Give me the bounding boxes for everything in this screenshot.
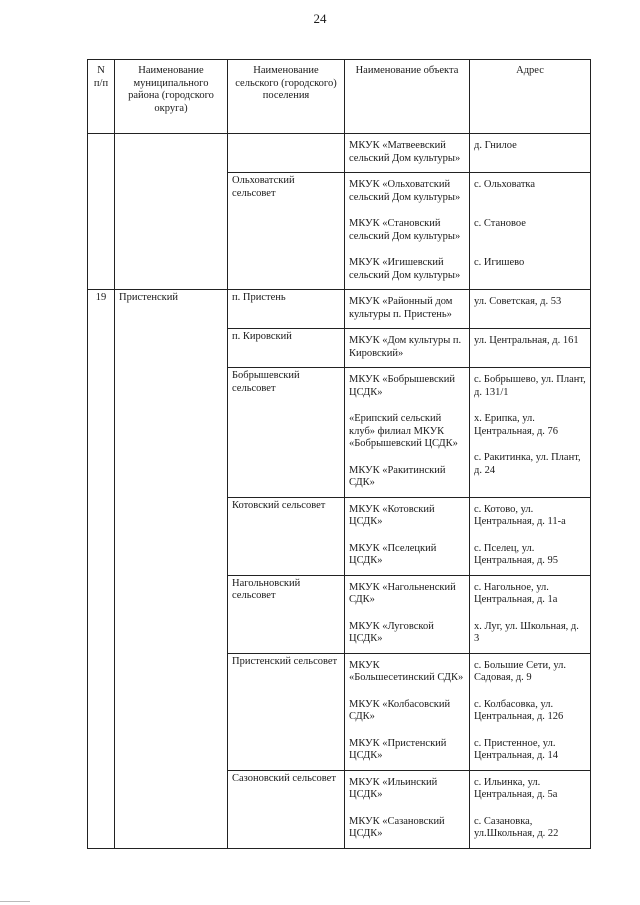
object-address: с. Становое — [474, 218, 526, 229]
settlement-name — [228, 134, 345, 173]
object-name: «Ерипский сельский клуб» филиал МКУК «Бобрышевский ЦСДК» — [349, 413, 458, 449]
object-cell — [345, 497, 470, 575]
district-name: Пристенский — [115, 290, 228, 849]
object-cell — [345, 134, 470, 173]
object-name: МКУК «Игишевский сельский Дом культуры» — [349, 257, 461, 281]
address-cell — [470, 653, 591, 770]
object-cell — [345, 173, 470, 290]
settlement-name: Сазоновский сельсовет — [228, 770, 345, 848]
object-cell — [345, 575, 470, 653]
table-row — [88, 290, 591, 329]
object-name: МКУК «Ольховатский сельский Дом культуры» — [349, 179, 461, 203]
object-address: с. Бобрышево, ул. Плант, д. 131/1 — [474, 374, 586, 398]
header-object: Наименование объекта — [345, 60, 470, 134]
object-name: МКУК «Бобрышевский ЦСДК» — [349, 374, 456, 398]
address-cell — [470, 290, 591, 329]
culture-objects-table — [87, 59, 591, 849]
object-name: МКУК «Нагольненский СДК» — [349, 581, 456, 605]
settlement-name: п. Кировский — [228, 329, 345, 368]
address-cell — [470, 575, 591, 653]
settlement-name: Ольховатский сельсовет — [228, 173, 345, 290]
object-address: с. Нагольное, ул. Центральная, д. 1а — [474, 581, 558, 605]
object-cell — [345, 290, 470, 329]
object-address: с. Сазановка, ул.Школьная, д. 22 — [474, 815, 559, 839]
object-name: МКУК «Матвеевский сельский Дом культуры» — [349, 140, 461, 164]
object-name: МКУК «Становский сельский Дом культуры» — [349, 218, 461, 242]
object-name: МКУК «Районный дом культуры п. Пристень» — [349, 296, 453, 320]
object-name: МКУК «Пристенский ЦСДК» — [349, 737, 447, 761]
object-address: с. Пристенное, ул. Центральная, д. 14 — [474, 737, 559, 761]
object-name: МКУК «Ильинский ЦСДК» — [349, 776, 438, 800]
scan-edge-mark — [0, 901, 30, 902]
row-number — [88, 134, 115, 290]
header-municipal: Наименование муниципального района (городского округа) — [115, 60, 228, 134]
object-address: х. Луг, ул. Школьная, д. 3 — [474, 620, 579, 644]
object-name: МКУК «Ракитинский СДК» — [349, 464, 446, 488]
address-cell — [470, 329, 591, 368]
address-cell — [470, 770, 591, 848]
object-name: МКУК «Пселецкий ЦСДК» — [349, 542, 437, 566]
settlement-name: Котовский сельсовет — [228, 497, 345, 575]
address-cell — [470, 368, 591, 498]
page-number: 24 — [313, 11, 327, 26]
object-cell — [345, 653, 470, 770]
object-address: с. Игишево — [474, 257, 525, 268]
object-cell — [345, 368, 470, 498]
table-body — [88, 134, 591, 849]
header-address: Адрес — [470, 60, 591, 134]
table-header-row — [88, 60, 591, 134]
row-number: 19 — [88, 290, 115, 849]
object-address: х. Ерипка, ул. Центральная, д. 76 — [474, 413, 559, 437]
address-cell — [470, 173, 591, 290]
settlement-name: Пристенский сельсовет — [228, 653, 345, 770]
object-address: с. Ильинка, ул. Центральная, д. 5а — [474, 776, 558, 800]
header-settlement: Наименование сельского (городского) поселения — [228, 60, 345, 134]
object-cell — [345, 770, 470, 848]
object-address: с. Колбасовка, ул. Центральная, д. 126 — [474, 698, 564, 722]
object-address: ул. Центральная, д. 161 — [474, 335, 579, 346]
object-address: с. Котово, ул. Центральная, д. 11-а — [474, 503, 566, 527]
header-num: N п/п — [88, 60, 115, 134]
object-name: МКУК «Котовский ЦСДК» — [349, 503, 435, 527]
object-name: МКУК «Колбасовский СДК» — [349, 698, 451, 722]
settlement-name: п. Пристень — [228, 290, 345, 329]
object-address: д. Гнилое — [474, 140, 517, 151]
settlement-name: Нагольновский сельсовет — [228, 575, 345, 653]
object-cell — [345, 329, 470, 368]
object-name: МКУК «Луговской ЦСДК» — [349, 620, 434, 644]
address-cell — [470, 497, 591, 575]
object-address: с. Ракитинка, ул. Плант, д. 24 — [474, 452, 581, 476]
object-address: с. Ольховатка — [474, 179, 536, 190]
object-name: МКУК «Большесетинский СДК» — [349, 659, 464, 683]
settlement-name: Бобрышевский сельсовет — [228, 368, 345, 498]
address-cell — [470, 134, 591, 173]
object-name: МКУК «Сазановский ЦСДК» — [349, 815, 445, 839]
object-address: с. Пселец, ул. Центральная, д. 95 — [474, 542, 559, 566]
object-name: МКУК «Дом культуры п. Кировский» — [349, 335, 462, 359]
district-name — [115, 134, 228, 290]
object-address: ул. Советская, д. 53 — [474, 296, 562, 307]
table-row — [88, 134, 591, 173]
object-address: с. Большие Сети, ул. Садовая, д. 9 — [474, 659, 566, 683]
